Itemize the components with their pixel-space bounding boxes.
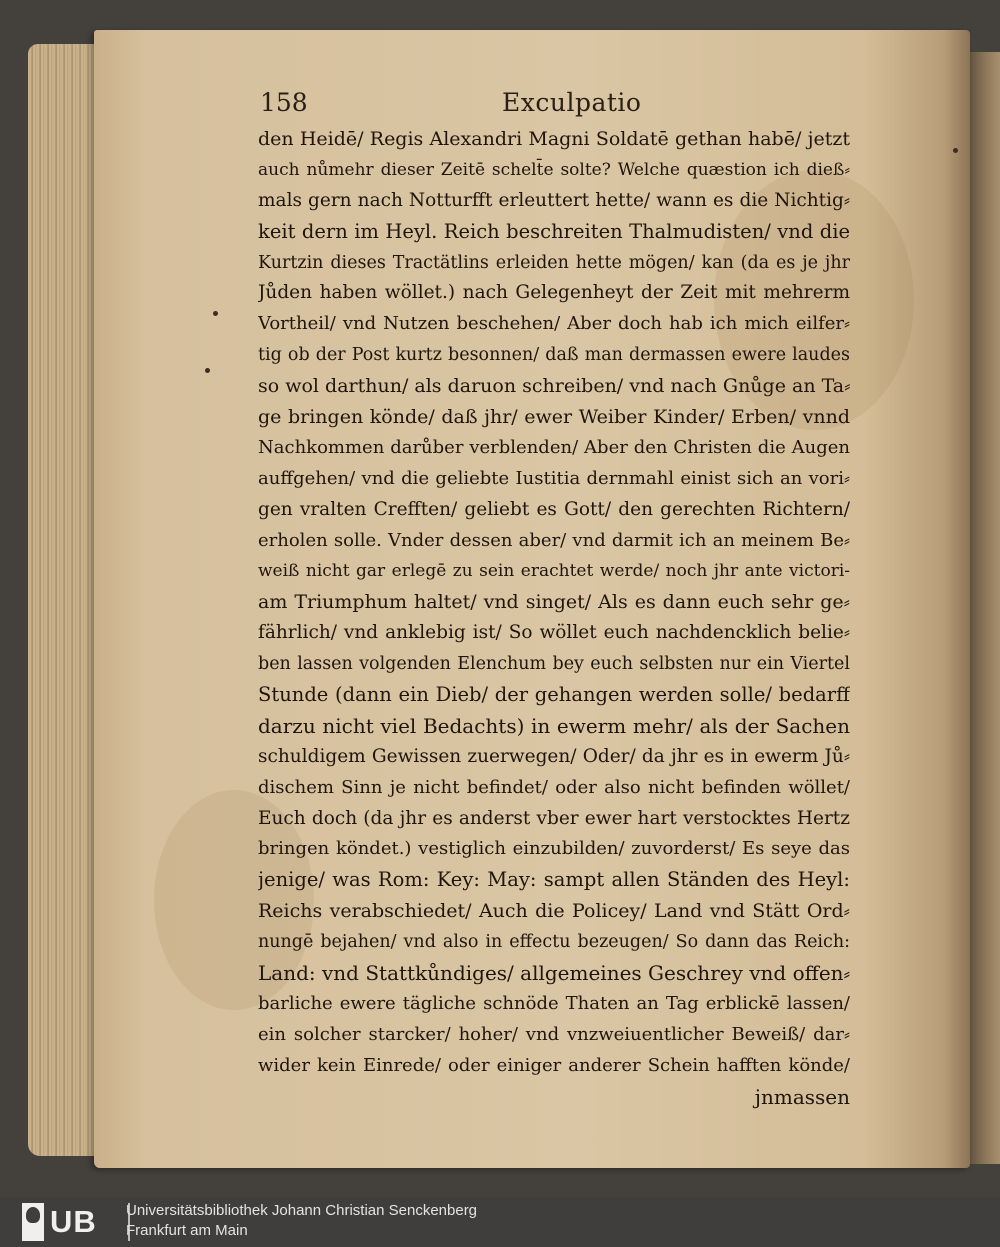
text-line: Nachkommen darůber verblenden/ Aber den Christen die Augen <box>258 436 850 458</box>
text-line: weiß nicht gar erlegē zu sein erachtet werde/ noch jhr ante victori- <box>258 561 850 582</box>
text-line: jnmassen <box>754 1084 850 1109</box>
text-line: Kurtzin dieses Tractätlins erleiden hette mögen/ kan (da es je jhr <box>258 252 850 273</box>
text-line: so wol darthun/ als daruon schreiben/ vnd nach Gnůge an Ta⸗ <box>258 375 850 398</box>
text-line: ben lassen volgenden Elenchum bey euch selbsten nur ein Viertel <box>258 654 850 675</box>
portrait-icon <box>22 1203 44 1241</box>
library-city: Frankfurt am Main <box>126 1222 248 1239</box>
text-line: am Triumphum haltet/ vnd singet/ Als es dann euch sehr ge⸗ <box>258 591 850 614</box>
ub-logo-text: UB <box>50 1204 97 1239</box>
page-header <box>260 88 860 122</box>
text-line: ein solcher starcker/ hoher/ vnd vnzweiuentlicher Beweiß/ dar⸗ <box>258 1023 850 1045</box>
ub-logo[interactable] <box>22 1203 118 1241</box>
text-line: nungē bejahen/ vnd also in effectu bezeugen/ So dann das Reich: <box>258 932 850 953</box>
text-line: bringen köndet.) vestiglich einzubilden/ zuvorderst/ Es seye das <box>258 838 850 860</box>
text-line: erholen solle. Vnder dessen aber/ vnd darmit ich an meinem Be⸗ <box>258 529 850 551</box>
text-line: tig ob der Post kurtz besonnen/ daß man dermassen ewere laudes <box>258 345 850 366</box>
text-line: gen vralten Crefften/ geliebt es Gott/ den gerechten Richtern/ <box>258 498 850 520</box>
text-line: schuldigem Gewissen zuerwegen/ Oder/ da jhr es in ewerm Jů⸗ <box>258 745 850 767</box>
text-line: mals gern nach Notturfft erleuttert hette/ wann es die Nichtig⸗ <box>258 189 850 211</box>
ink-dot <box>205 368 210 373</box>
text-line: den Heidē/ Regis Alexandri Magni Soldatē gethan habē/ jetzt <box>258 128 850 150</box>
text-line: ge bringen könde/ daß jhr/ ewer Weiber Kinder/ Erben/ vnnd <box>258 406 850 429</box>
body-text <box>258 124 850 1113</box>
text-line: Land: vnd Stattkůndiges/ allgemeines Geschrey vnd offen⸗ <box>258 961 850 986</box>
text-line: fährlich/ vnd anklebig ist/ So wöllet euch nachdencklich belie⸗ <box>258 622 850 644</box>
text-line: barliche ewere tägliche schnöde Thaten an Tag erblickē lassen/ <box>258 992 850 1014</box>
page-number: 158 <box>260 88 308 117</box>
text-line: jenige/ was Rom: Key: May: sampt allen Ständen des Heyl: <box>258 868 850 892</box>
text-line: Euch doch (da jhr es anderst vber ewer hart verstocktes Hertz <box>258 807 850 829</box>
text-line: dischem Sinn je nicht befindet/ oder also nicht befinden wöllet/ <box>258 776 850 798</box>
text-line: auch nůmehr dieser Zeitē schelt̄e solte? Welche quæstion ich dieß⸗ <box>258 159 850 180</box>
text-line: Jůden haben wöllet.) nach Gelegenheyt der Zeit mit mehrerm <box>258 282 850 304</box>
footer-bar <box>0 1197 1000 1247</box>
library-name: Universitätsbibliothek Johann Christian Senckenberg <box>126 1202 478 1219</box>
text-line: Reichs verabschiedet/ Auch die Policey/ Land vnd Stätt Ord⸗ <box>258 900 850 923</box>
ink-dot <box>213 311 218 316</box>
ink-dot <box>953 148 958 153</box>
text-line: keit dern im Heyl. Reich beschreiten Thalmudisten/ vnd die <box>258 219 850 243</box>
text-line: darzu nicht viel Bedachts) in ewerm mehr/ als der Sachen <box>258 713 850 738</box>
text-line: Stunde (dann ein Dieb/ der gehangen werden solle/ bedarff <box>258 683 850 707</box>
text-line: auffgehen/ vnd die geliebte Iustitia dernmahl einist sich an vori⸗ <box>258 467 850 489</box>
text-line: Vortheil/ vnd Nutzen beschehen/ Aber doch hab ich mich eilfer⸗ <box>258 313 850 335</box>
running-title: Exculpatio <box>502 88 642 117</box>
text-line: wider kein Einrede/ oder einiger anderer Schein hafften könde/ <box>258 1054 850 1076</box>
